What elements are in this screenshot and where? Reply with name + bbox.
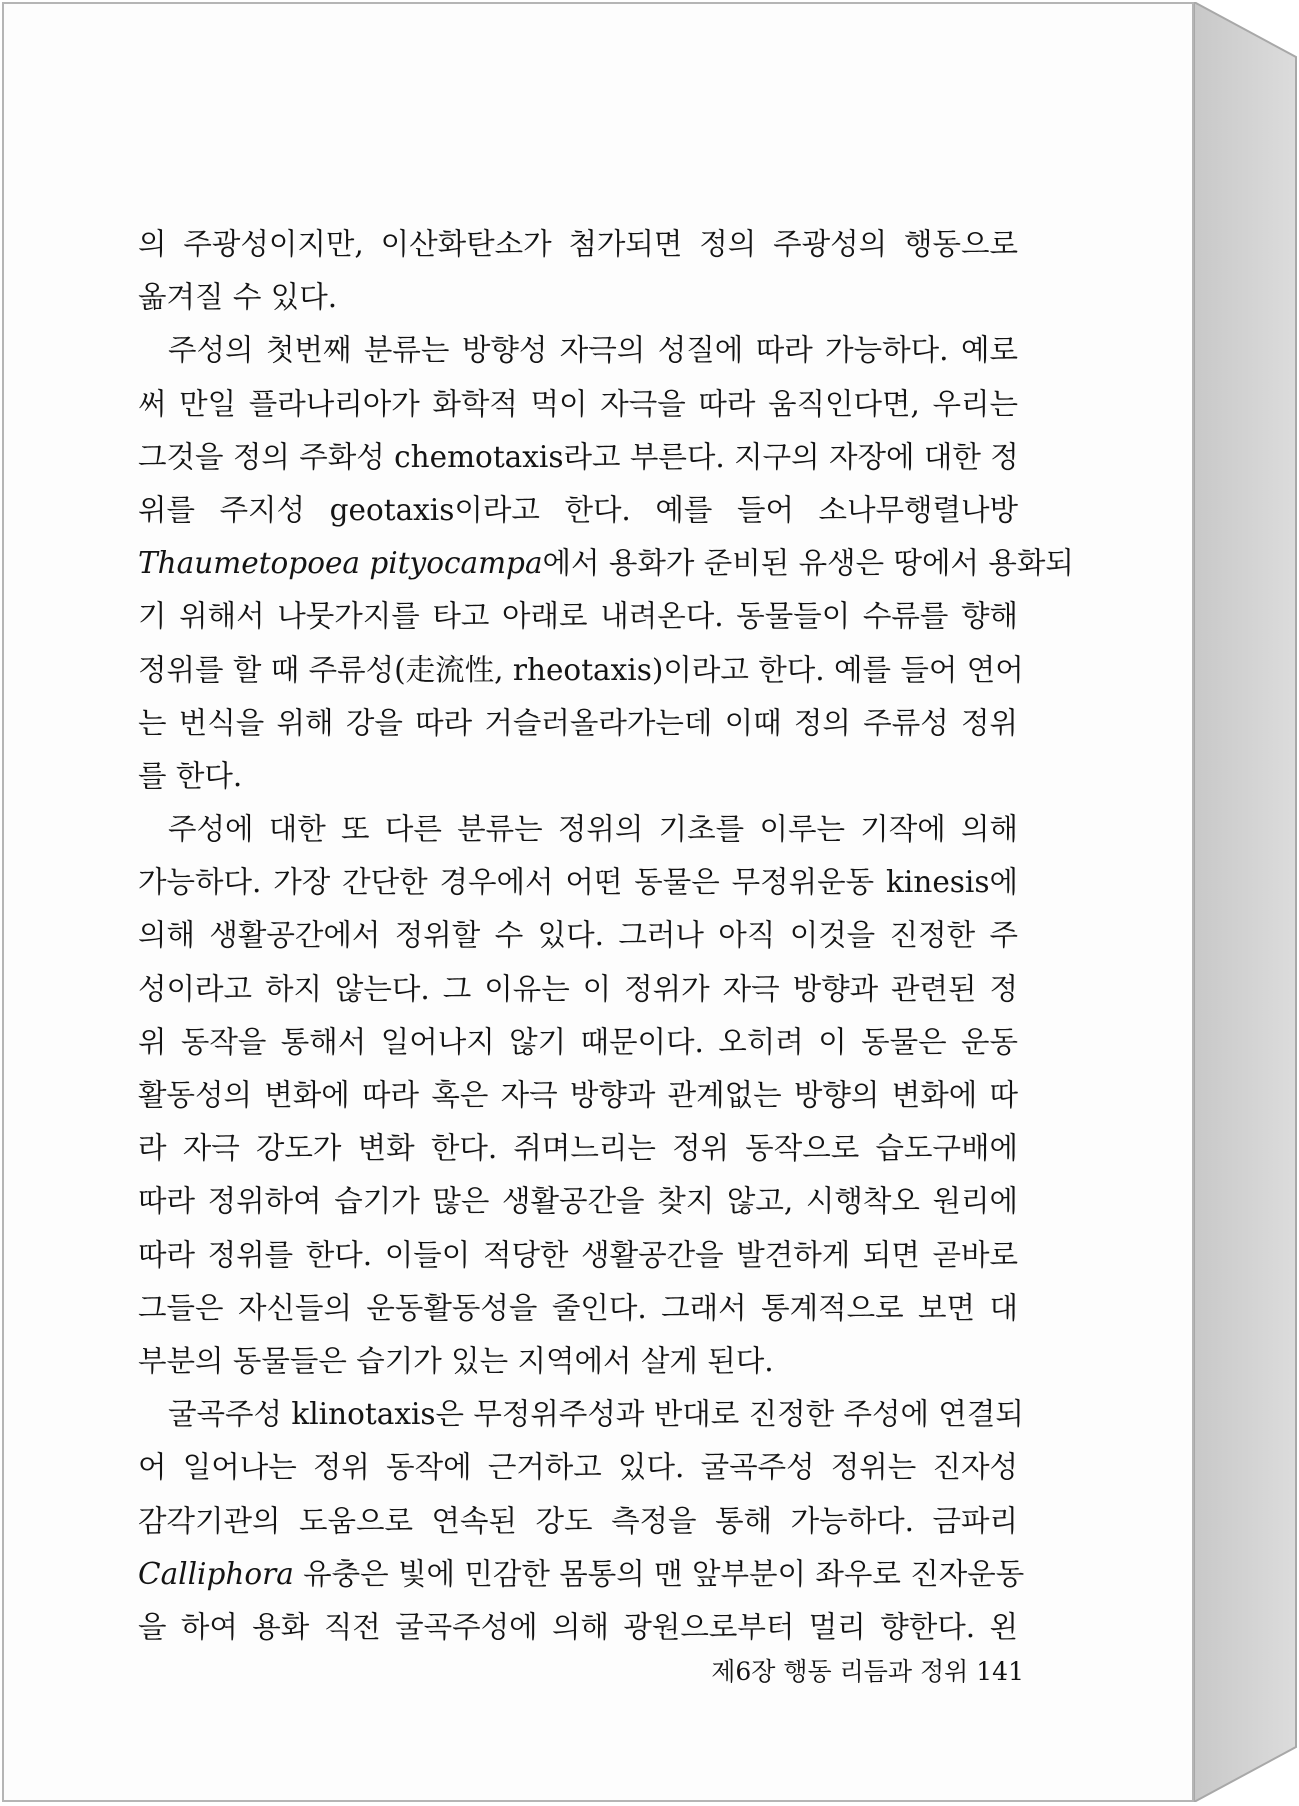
text-line: 라 자극 강도가 변화 한다. 쥐며느리는 정위 동작으로 습도구배에 <box>138 1131 1018 1166</box>
text-line: 의해 생활공간에서 정위할 수 있다. 그러나 아직 이것을 진정한 주 <box>138 918 1018 953</box>
text-line: 주성에 대한 또 다른 분류는 정위의 기초를 이루는 기작에 의해 <box>168 812 1018 847</box>
text-line: 를 한다. <box>138 758 243 793</box>
text-line: 정위를 할 때 주류성(走流性, rheotaxis)이라고 한다. 예를 들어 연어 <box>138 652 1024 687</box>
text-line: 어 일어나는 정위 동작에 근거하고 있다. 굴곡주성 정위는 진자성 <box>138 1450 1018 1485</box>
text-line: 는 번식을 위해 강을 따라 거슬러올라가는데 이때 정의 주류성 정위 <box>138 705 1018 740</box>
text-line: 부분의 동물들은 습기가 있는 지역에서 살게 된다. <box>138 1343 774 1378</box>
text-line: 따라 정위를 한다. 이들이 적당한 생활공간을 발견하게 되면 곧바로 <box>138 1237 1018 1272</box>
text-line: Calliphora 유충은 빛에 민감한 몸통의 맨 앞부분이 좌우로 진자운동 <box>138 1556 1025 1591</box>
text-line: 옮겨질 수 있다. <box>138 280 338 315</box>
text-line: 성이라고 하지 않는다. 그 이유는 이 정위가 자극 방향과 관련된 정 <box>138 971 1018 1006</box>
book-spine <box>1194 2 1297 1802</box>
text-line: 의 주광성이지만, 이산화탄소가 첨가되면 정의 주광성의 행동으로 <box>138 227 1018 261</box>
text-line: 굴곡주성 klinotaxis은 무정위주성과 반대로 진정한 주성에 연결되 <box>168 1397 1024 1432</box>
text-line: 위를 주지성 geotaxis이라고 한다. 예를 들어 소나무행렬나방 <box>138 492 1018 527</box>
text-line: 기 위해서 나뭇가지를 타고 아래로 내려온다. 동물들이 수류를 향해 <box>138 599 1018 634</box>
text-line: 주성의 첫번째 분류는 방향성 자극의 성질에 따라 가능하다. 예로 <box>168 333 1018 368</box>
text-line: 따라 정위하여 습기가 많은 생활공간을 찾지 않고, 시행착오 원리에 <box>138 1184 1018 1219</box>
text-line: Thaumetopoea pityocampa에서 용화가 준비된 유생은 땅에서 용화되 <box>138 546 1074 581</box>
book-page <box>2 2 1194 1802</box>
text-line: 감각기관의 도움으로 연속된 강도 측정을 통해 가능하다. 금파리 <box>138 1503 1018 1538</box>
text-line: 써 만일 플라나리아가 화학적 먹이 자극을 따라 움직인다면, 우리는 <box>138 386 1018 421</box>
page-footer: 제6장 행동 리듬과 정위 141 <box>711 1657 1024 1686</box>
body-text <box>138 218 1074 1654</box>
text-line: 위 동작을 통해서 일어나지 않기 때문이다. 오히려 이 동물은 운동 <box>138 1024 1018 1059</box>
text-line: 가능하다. 가장 간단한 경우에서 어떤 동물은 무정위운동 kinesis에 <box>138 865 1018 900</box>
scientific-name: Thaumetopoea pityocampa <box>138 546 543 581</box>
text-line: 활동성의 변화에 따라 혹은 자극 방향과 관계없는 방향의 변화에 따 <box>138 1078 1018 1112</box>
text-line: 그들은 자신들의 운동활동성을 줄인다. 그래서 통계적으로 보면 대 <box>138 1290 1018 1325</box>
text-line: 그것을 정의 주화성 chemotaxis라고 부른다. 지구의 자장에 대한 정 <box>138 439 1019 474</box>
text-line: 을 하여 용화 직전 굴곡주성에 의해 광원으로부터 멀리 향한다. 왼 <box>138 1609 1018 1644</box>
scientific-name: Calliphora <box>138 1556 294 1591</box>
book-spine-shape <box>1194 2 1297 1802</box>
